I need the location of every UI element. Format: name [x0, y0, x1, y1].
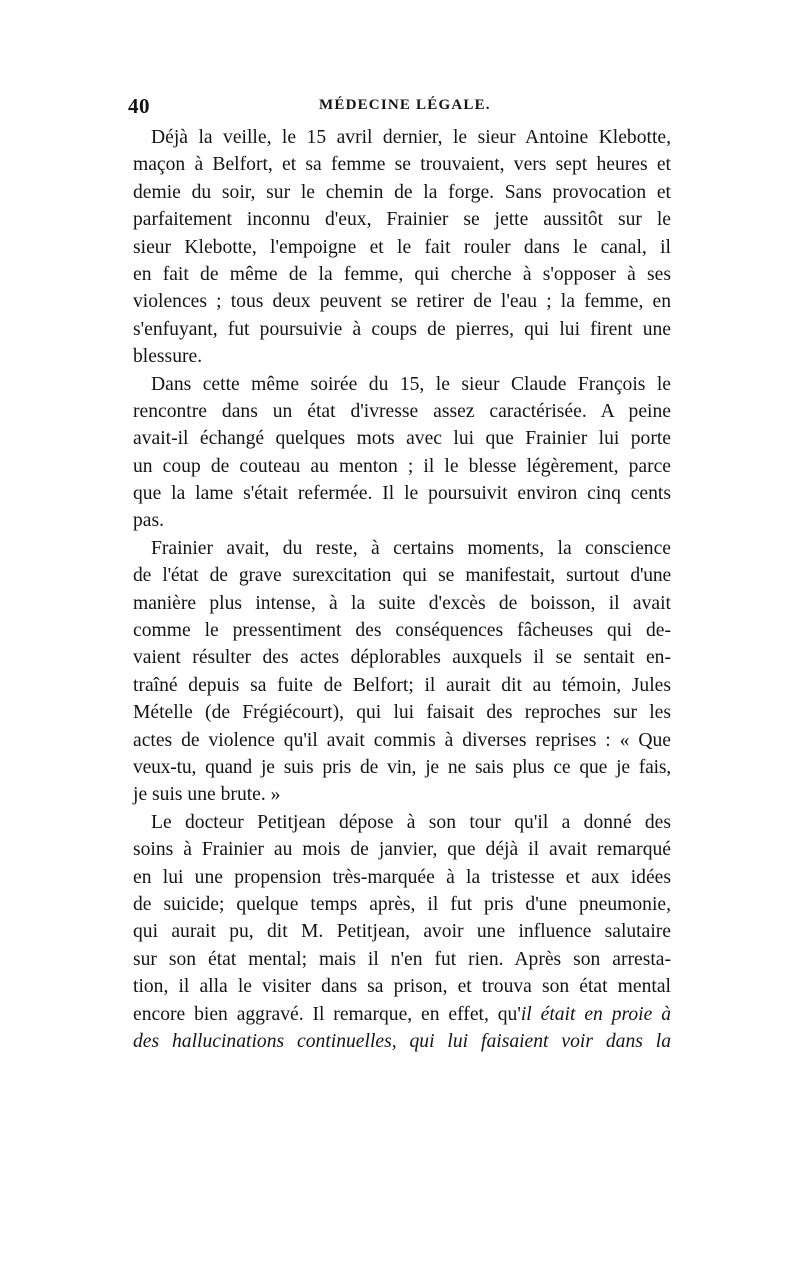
- text-line: que la lame s'était refermée. Il le poursuivit environ cinq cents: [133, 483, 671, 505]
- text-line: blessure.: [133, 346, 203, 368]
- text-line: tion, il alla le visiter dans sa prison, et trouva son état mental: [133, 976, 671, 998]
- running-title: MÉDECINE LÉGALE.: [319, 97, 491, 113]
- text-line: soins à Frainier au mois de janvier, que déjà il avait remarqué: [133, 839, 671, 861]
- text-line: [133, 1001, 671, 1028]
- text-line: Frainier avait, du reste, à certains moments, la conscience: [151, 537, 671, 559]
- text-line: sur son état mental; mais il n'en fut rien. Après son arresta-: [133, 948, 671, 970]
- text-line: traîné depuis sa fuite de Belfort; il aurait dit au témoin, Jules: [133, 674, 671, 696]
- text-line: pas.: [133, 510, 165, 532]
- text-line: comme le pressentiment des conséquences fâcheuses qui de-: [133, 620, 671, 642]
- text-line: Mételle (de Frégiécourt), qui lui faisait des reproches sur les: [133, 702, 671, 724]
- text-line: violences ; tous deux peuvent se retirer de l'eau ; la femme, en: [133, 291, 671, 313]
- text-line: je suis une brute. »: [133, 784, 281, 806]
- text-line: Dans cette même soirée du 15, le sieur Claude François le: [151, 373, 671, 395]
- text-line: s'enfuyant, fut poursuivie à coups de pierres, qui lui firent une: [133, 318, 671, 340]
- text-line: parfaitement inconnu d'eux, Frainier se jette aussitôt sur le: [133, 209, 671, 231]
- text-line: Le docteur Petitjean dépose à son tour qu'il a donné des: [151, 811, 671, 833]
- text-line: en lui une propension très-marquée à la tristesse et aux idées: [133, 866, 671, 888]
- paragraph: [133, 809, 671, 1056]
- text-line: qui aurait pu, dit M. Petitjean, avoir une influence salutaire: [133, 921, 671, 943]
- text-line: vaient résulter des actes déplorables auxquels il se sentait en-: [133, 647, 671, 669]
- text-line: de l'état de grave surexcitation qui se manifestait, surtout d'une: [133, 565, 671, 587]
- page-number: 40: [128, 94, 150, 118]
- italic-run: il était en proie à: [520, 1003, 671, 1025]
- paragraph: [133, 124, 671, 371]
- text-line: avait-il échangé quelques mots avec lui que Frainier lui porte: [133, 428, 671, 450]
- text-line: en fait de même de la femme, qui cherche à s'opposer à ses: [133, 263, 671, 285]
- text-line: sieur Klebotte, l'empoigne et le fait rouler dans le canal, il: [133, 236, 671, 258]
- text-line: maçon à Belfort, et sa femme se trouvaient, vers sept heures et: [133, 154, 671, 176]
- paragraph: [133, 371, 671, 535]
- running-head: [128, 94, 673, 118]
- text-line: veux-tu, quand je suis pris de vin, je ne sais plus ce que je fais,: [133, 756, 671, 778]
- text-line: de suicide; quelque temps après, il fut pris d'une pneumonie,: [133, 893, 671, 915]
- text-run: encore bien aggravé. Il remarque, en effet, qu': [133, 1003, 521, 1025]
- text-line: actes de violence qu'il avait commis à diverses reprises : « Que: [133, 729, 671, 751]
- text-line: demie du soir, sur le chemin de la forge. Sans provocation et: [133, 181, 671, 203]
- paragraph: [133, 535, 671, 809]
- text-line: rencontre dans un état d'ivresse assez caractérisée. A peine: [133, 400, 671, 422]
- body-text: [133, 124, 671, 1055]
- text-line: un coup de couteau au menton ; il le blesse légèrement, parce: [133, 455, 671, 477]
- text-line: Déjà la veille, le 15 avril dernier, le sieur Antoine Klebotte,: [151, 127, 671, 148]
- text-line: manière plus intense, à la suite d'excès de boisson, il avait: [133, 592, 671, 614]
- text-line: des hallucinations continuelles, qui lui faisaient voir dans la: [133, 1030, 671, 1052]
